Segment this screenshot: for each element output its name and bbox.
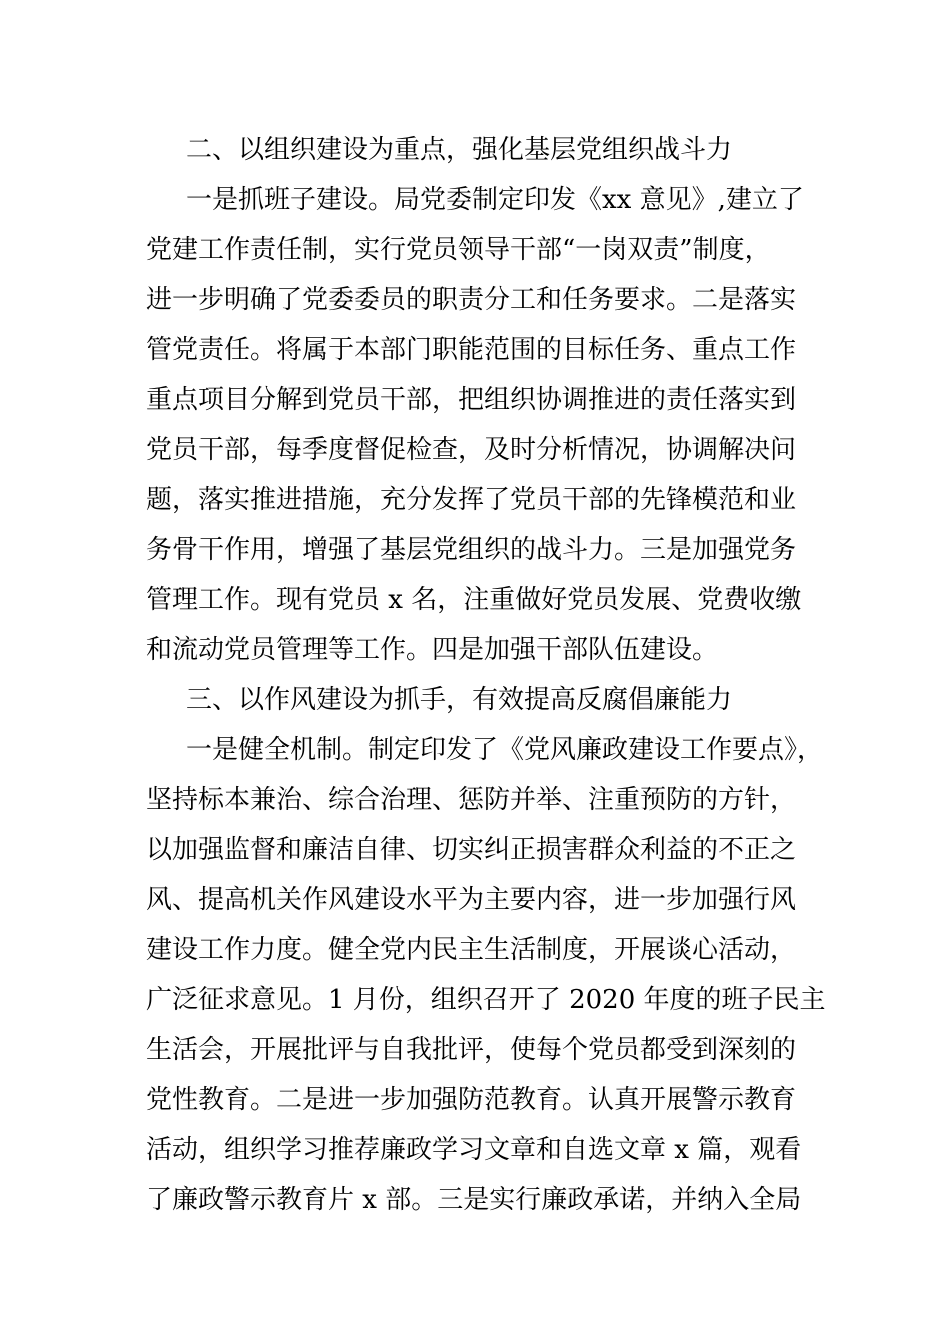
paragraph-line: 重点项目分解到党员干部，把组织协调推进的责任落实到 xyxy=(146,385,797,415)
paragraph-line: 管理工作。现有党员 x 名，注重做好党员发展、党费收缴 xyxy=(146,585,802,615)
paragraph-line: 一是健全机制。制定印发了《党风廉政建设工作要点》， xyxy=(186,735,824,765)
paragraph-line: 党员干部，每季度督促检查，及时分析情况，协调解决问 xyxy=(146,435,797,465)
paragraph-line: 党建工作责任制，实行党员领导干部“一岗双责”制度， xyxy=(146,235,771,265)
paragraph-line: 建设工作力度。健全党内民主生活制度，开展谈心活动， xyxy=(146,935,797,965)
paragraph-line: 务骨干作用，增强了基层党组织的战斗力。三是加强党务 xyxy=(146,535,797,565)
paragraph-line: 生活会，开展批评与自我批评，使每个党员都受到深刻的 xyxy=(146,1035,797,1065)
paragraph-line: 一是抓班子建设。局党委制定印发《xx 意见》,建立了 xyxy=(186,185,804,215)
paragraph-line: 进一步明确了党委委员的职责分工和任务要求。二是落实 xyxy=(146,285,797,315)
paragraph-line: 和流动党员管理等工作。四是加强干部队伍建设。 xyxy=(146,635,719,665)
paragraph-line: 了廉政警示教育片 x 部。三是实行廉政承诺，并纳入全局 xyxy=(146,1185,802,1215)
section-heading-3: 三、以作风建设为抓手，有效提高反腐倡廉能力 xyxy=(186,685,733,715)
paragraph-line: 以加强监督和廉洁自律、切实纠正损害群众利益的不正之 xyxy=(146,835,797,865)
paragraph-line: 广泛征求意见。1 月份，组织召开了 2020 年度的班子民主 xyxy=(146,985,826,1015)
paragraph-line: 党性教育。二是进一步加强防范教育。认真开展警示教育 xyxy=(146,1085,797,1115)
paragraph-line: 活动，组织学习推荐廉政学习文章和自选文章 x 篇，观看 xyxy=(146,1135,802,1165)
section-heading-2: 二、以组织建设为重点，强化基层党组织战斗力 xyxy=(186,135,733,165)
paragraph-line: 坚持标本兼治、综合治理、惩防并举、注重预防的方针， xyxy=(146,785,797,815)
paragraph-line: 题，落实推进措施，充分发挥了党员干部的先锋模范和业 xyxy=(146,485,797,515)
paragraph-line: 风、提高机关作风建设水平为主要内容，进一步加强行风 xyxy=(146,885,797,915)
paragraph-line: 管党责任。将属于本部门职能范围的目标任务、重点工作 xyxy=(146,335,797,365)
